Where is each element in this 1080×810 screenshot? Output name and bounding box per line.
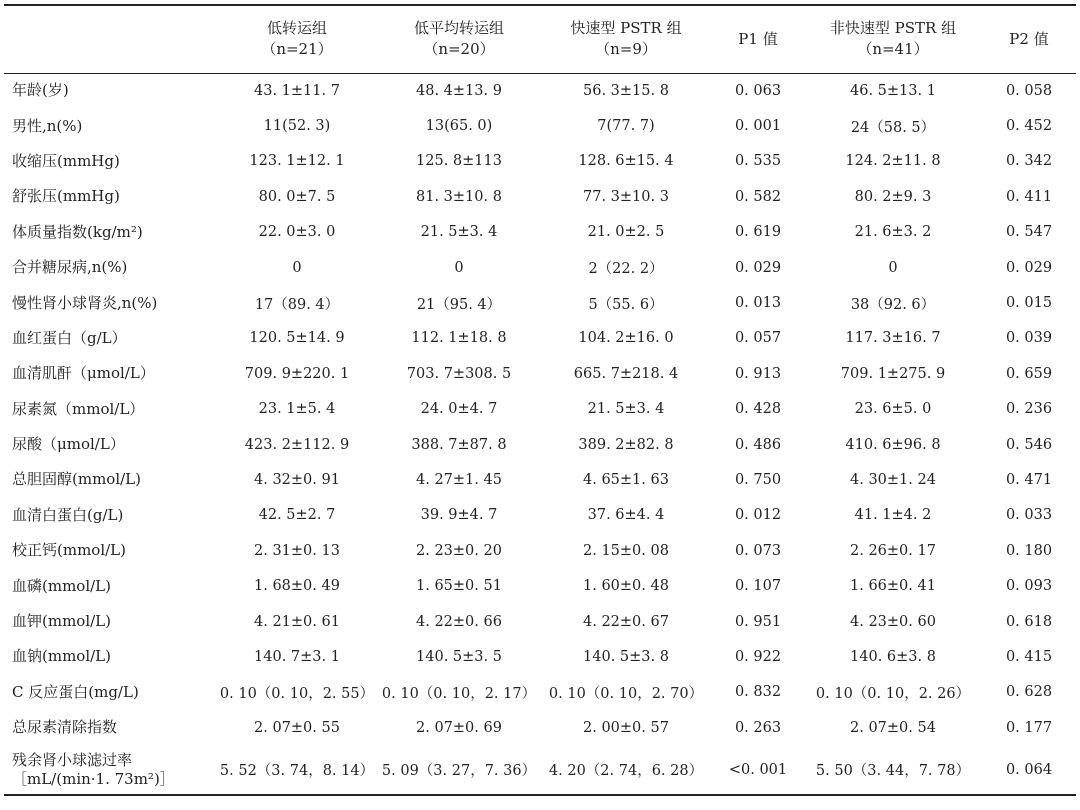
- cell-c3: 128. 6±15. 4: [578, 153, 674, 170]
- cell-p2: 0. 180: [1005, 542, 1053, 559]
- column-header-title: 快速型 PSTR 组: [570, 19, 682, 38]
- cell-c3: 0. 10（0. 10，2. 70）: [548, 685, 704, 702]
- row-label: 总尿素清除指数: [12, 718, 118, 737]
- cell-p2: 0. 415: [1005, 648, 1053, 665]
- cell-c3: 104. 2±16. 0: [578, 330, 674, 347]
- table-row: [4, 462, 1076, 497]
- cell-c2: 39. 9±4. 7: [420, 507, 498, 524]
- row-label: 合并糖尿病,n(%): [12, 258, 128, 277]
- cell-p2: 0. 452: [1005, 118, 1053, 135]
- table-row: [4, 745, 1076, 795]
- cell-c3: 4. 22±0. 67: [583, 613, 669, 630]
- cell-c4: 410. 6±96. 8: [845, 436, 941, 453]
- table-row: [4, 356, 1076, 391]
- cell-c4: 124. 2±11. 8: [845, 153, 941, 170]
- cell-p2: 0. 015: [1005, 295, 1053, 312]
- cell-c4: 4. 23±0. 60: [850, 613, 936, 630]
- table-row: [4, 639, 1076, 674]
- cell-p1: 0. 012: [734, 507, 782, 524]
- cell-p2: 0. 093: [1005, 578, 1053, 595]
- cell-c4: 80. 2±9. 3: [854, 188, 932, 205]
- cell-p2: 0. 411: [1005, 188, 1053, 205]
- cell-c4: 24（58. 5）: [850, 119, 936, 136]
- cell-c2: 2. 23±0. 20: [416, 542, 502, 559]
- cell-c1: 23. 1±5. 4: [258, 401, 336, 418]
- column-header-title: P2 值: [1009, 29, 1049, 48]
- column-header: [216, 5, 378, 73]
- column-header: [4, 5, 216, 73]
- row-label: 血红蛋白（g/L）: [12, 328, 127, 347]
- column-header-count: （n=41）: [857, 40, 929, 59]
- cell-p2: 0. 471: [1005, 471, 1053, 488]
- table-row: [4, 568, 1076, 603]
- cell-c1: 123. 1±12. 1: [249, 153, 345, 170]
- column-header-count: （n=20）: [423, 40, 495, 59]
- cell-c1: 42. 5±2. 7: [258, 507, 336, 524]
- table-row: [4, 675, 1076, 710]
- cell-p2: 0. 029: [1005, 259, 1053, 276]
- row-label: 收缩压(mmHg): [12, 151, 120, 170]
- row-label: 慢性肾小球肾炎,n(%): [12, 293, 158, 312]
- column-header-title: 低转运组: [266, 19, 327, 38]
- cell-c2: 388. 7±87. 8: [411, 436, 507, 453]
- cell-p1: 0. 619: [734, 224, 782, 241]
- cell-c1: 140. 7±3. 1: [254, 648, 340, 665]
- cell-c4: 709. 1±275. 9: [840, 365, 946, 382]
- row-label: 舒张压(mmHg): [12, 187, 120, 206]
- cell-c1: 5. 52（3. 74，8. 14）: [219, 763, 375, 780]
- column-header: [540, 5, 712, 73]
- cell-c3: 4. 65±1. 63: [583, 471, 669, 488]
- cell-p1: 0. 535: [734, 153, 782, 170]
- cell-c1: 80. 0±7. 5: [258, 188, 336, 205]
- row-label: 体质量指数(kg/m²): [12, 222, 143, 241]
- column-header-title: 低平均转运组: [413, 19, 504, 38]
- cell-p2: 0. 618: [1005, 613, 1053, 630]
- cell-c2: 0. 10（0. 10，2. 17）: [381, 685, 537, 702]
- cell-c1: 4. 32±0. 91: [254, 471, 340, 488]
- cell-c4: 140. 6±3. 8: [850, 648, 936, 665]
- cell-c2: 1. 65±0. 51: [416, 578, 502, 595]
- cell-c3: 56. 3±15. 8: [583, 82, 669, 99]
- cell-c4: 117. 3±16. 7: [845, 330, 941, 347]
- table-row: [4, 73, 1076, 108]
- cell-p2: 0. 547: [1005, 224, 1053, 241]
- cell-p1: 0. 428: [734, 401, 782, 418]
- cell-c3: 4. 20（2. 74，6. 28）: [548, 763, 704, 780]
- cell-c2: 140. 5±3. 5: [416, 648, 502, 665]
- cell-c1: 2. 07±0. 55: [254, 719, 340, 736]
- cell-p1: 0. 013: [734, 295, 782, 312]
- row-label: 校正钙(mmol/L): [12, 541, 126, 560]
- cell-c3: 389. 2±82. 8: [578, 436, 674, 453]
- cell-c2: 24. 0±4. 7: [420, 401, 498, 418]
- cell-c1: 17（89. 4）: [254, 296, 340, 313]
- cell-p1: 0. 073: [734, 542, 782, 559]
- cell-c1: 709. 9±220. 1: [244, 365, 350, 382]
- cell-c3: 21. 0±2. 5: [587, 224, 665, 241]
- table-row: [4, 144, 1076, 179]
- cell-c2: 81. 3±10. 8: [416, 188, 502, 205]
- cell-c2: 0: [454, 259, 464, 276]
- cell-c2: 13(65. 0): [425, 118, 493, 135]
- cell-c4: 0. 10（0. 10，2. 26）: [815, 685, 971, 702]
- row-label: 尿素氮（mmol/L）: [12, 399, 145, 418]
- cell-c1: 2. 31±0. 13: [254, 542, 340, 559]
- cell-p2: 0. 039: [1005, 330, 1053, 347]
- cell-c1: 43. 1±11. 7: [254, 82, 340, 99]
- table-row: [4, 179, 1076, 214]
- cell-c3: 2（22. 2）: [588, 261, 664, 278]
- cell-p1: 0. 001: [734, 118, 782, 135]
- cell-c4: 46. 5±13. 1: [850, 82, 936, 99]
- cell-c2: 48. 4±13. 9: [416, 82, 502, 99]
- cell-p1: 0. 107: [734, 578, 782, 595]
- cell-c1: 423. 2±112. 9: [244, 436, 350, 453]
- cell-p2: 0. 546: [1005, 436, 1053, 453]
- row-label: 年龄(岁): [12, 81, 69, 100]
- cell-c2: 4. 22±0. 66: [416, 613, 502, 630]
- cell-c3: 2. 00±0. 57: [583, 719, 669, 736]
- cell-c4: 2. 07±0. 54: [850, 719, 936, 736]
- cell-c2: 4. 27±1. 45: [416, 471, 502, 488]
- column-header: [712, 5, 804, 73]
- cell-p1: 0. 913: [734, 365, 782, 382]
- cell-c4: 41. 1±4. 2: [854, 507, 932, 524]
- header-row: [4, 5, 1076, 73]
- cell-c1: 120. 5±14. 9: [249, 330, 345, 347]
- cell-c3: 7(77. 7): [597, 118, 655, 135]
- cell-c2: 2. 07±0. 69: [416, 719, 502, 736]
- cell-c4: 5. 50（3. 44，7. 78）: [815, 763, 971, 780]
- cell-c4: 4. 30±1. 24: [850, 471, 936, 488]
- cell-p1: 0. 486: [734, 436, 782, 453]
- row-label: 血钠(mmol/L): [12, 647, 111, 666]
- row-label: 总胆固醇(mmol/L): [12, 470, 141, 489]
- cell-c1: 22. 0±3. 0: [258, 224, 336, 241]
- table-row: [4, 285, 1076, 320]
- row-label: 血钾(mmol/L): [12, 612, 111, 631]
- column-header: [378, 5, 540, 73]
- cell-p1: 0. 832: [734, 684, 782, 701]
- row-label: C 反应蛋白(mg/L): [12, 682, 139, 701]
- row-label: 血清肌酐（μmol/L）: [12, 364, 155, 383]
- cell-p2: 0. 628: [1005, 684, 1053, 701]
- cell-p2: 0. 177: [1005, 719, 1053, 736]
- table-row: [4, 215, 1076, 250]
- cell-p1: 0. 951: [734, 613, 782, 630]
- table-row: [4, 427, 1076, 462]
- table-row: [4, 533, 1076, 568]
- table-row: [4, 392, 1076, 427]
- cell-p1: 0. 057: [734, 330, 782, 347]
- data-table: [4, 4, 1076, 796]
- cell-p1: 0. 263: [734, 719, 782, 736]
- cell-p2: 0. 236: [1005, 401, 1053, 418]
- row-label: 男性,n(%): [12, 116, 83, 135]
- cell-c1: 0: [292, 259, 302, 276]
- table-row: [4, 604, 1076, 639]
- row-label: 血磷(mmol/L): [12, 576, 111, 595]
- table-body: [4, 73, 1076, 795]
- cell-c4: 1. 66±0. 41: [850, 578, 936, 595]
- cell-c3: 5（55. 6）: [588, 296, 664, 313]
- column-header-count: （n=9）: [595, 40, 657, 59]
- cell-c1: 4. 21±0. 61: [254, 613, 340, 630]
- cell-c1: 11(52. 3): [263, 118, 331, 135]
- table-row: [4, 250, 1076, 285]
- cell-c3: 1. 60±0. 48: [583, 578, 669, 595]
- cell-c3: 21. 5±3. 4: [587, 401, 665, 418]
- column-header: [982, 5, 1076, 73]
- table-row: [4, 321, 1076, 356]
- cell-p2: 0. 064: [1005, 761, 1053, 778]
- cell-c3: 665. 7±218. 4: [573, 365, 679, 382]
- cell-p1: 0. 922: [734, 648, 782, 665]
- row-label: 血清白蛋白(g/L): [12, 505, 124, 524]
- cell-c2: 125. 8±113: [416, 153, 502, 170]
- cell-c1: 1. 68±0. 49: [254, 578, 340, 595]
- cell-p2: 0. 342: [1005, 153, 1053, 170]
- cell-c4: 38（92. 6）: [850, 296, 936, 313]
- table-row: [4, 498, 1076, 533]
- cell-p2: 0. 659: [1005, 365, 1053, 382]
- cell-p1: 0. 029: [734, 259, 782, 276]
- cell-c4: 21. 6±3. 2: [854, 224, 932, 241]
- cell-c2: 703. 7±308. 5: [406, 365, 512, 382]
- cell-p1: 0. 582: [734, 188, 782, 205]
- cell-c3: 140. 5±3. 8: [583, 648, 669, 665]
- cell-p1: 0. 750: [734, 471, 782, 488]
- column-header-title: P1 值: [738, 29, 778, 48]
- cell-c2: 21. 5±3. 4: [420, 224, 498, 241]
- table-row: [4, 108, 1076, 143]
- cell-p1: <0. 001: [728, 761, 788, 778]
- cell-c4: 2. 26±0. 17: [850, 542, 936, 559]
- column-header-title: 非快速型 PSTR 组: [829, 19, 957, 38]
- cell-c2: 5. 09（3. 27，7. 36）: [381, 763, 537, 780]
- cell-c4: 0: [888, 259, 898, 276]
- cell-c1: 0. 10（0. 10，2. 55）: [219, 685, 375, 702]
- cell-c4: 23. 6±5. 0: [854, 401, 932, 418]
- column-header: [804, 5, 982, 73]
- cell-c3: 77. 3±10. 3: [583, 188, 669, 205]
- cell-c3: 37. 6±4. 4: [587, 507, 665, 524]
- table-row: [4, 710, 1076, 745]
- cell-p2: 0. 058: [1005, 82, 1053, 99]
- cell-c3: 2. 15±0. 08: [583, 542, 669, 559]
- row-label: 残余肾小球滤过率［mL/(min·1. 73m²)］: [12, 750, 175, 788]
- cell-c2: 112. 1±18. 8: [411, 330, 507, 347]
- row-label: 尿酸（μmol/L）: [12, 435, 125, 454]
- cell-p1: 0. 063: [734, 82, 782, 99]
- cell-c2: 21（95. 4）: [416, 296, 502, 313]
- column-header-count: （n=21）: [261, 40, 333, 59]
- cell-p2: 0. 033: [1005, 507, 1053, 524]
